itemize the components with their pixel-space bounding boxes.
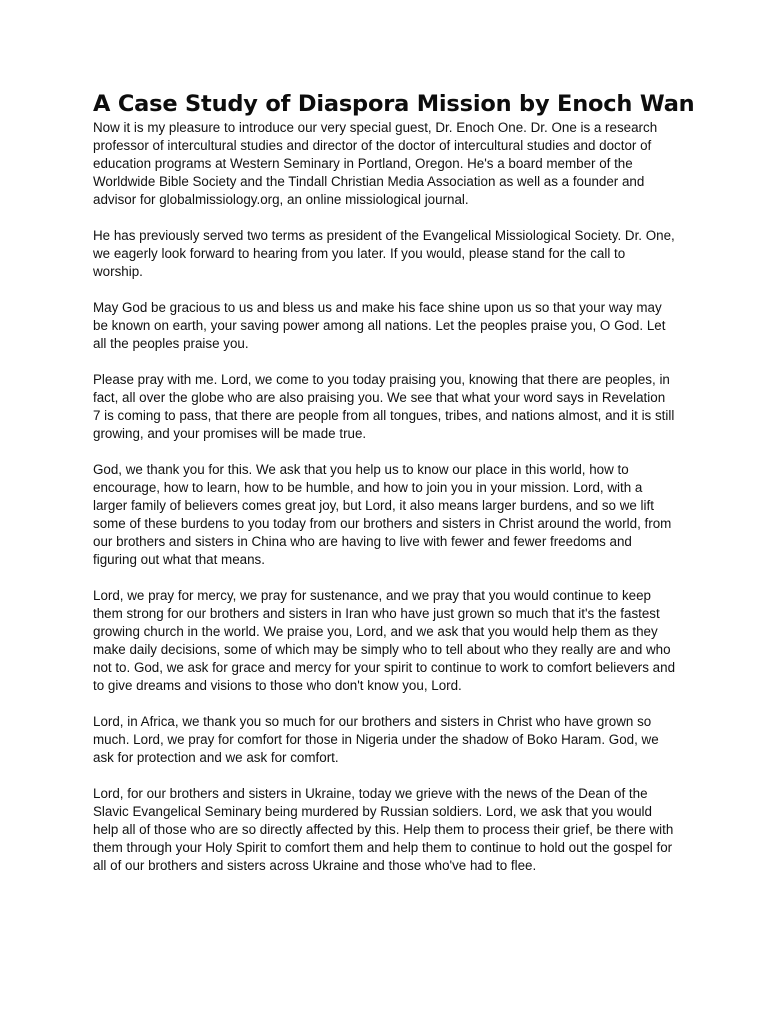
paragraph-prayer-iran: Lord, we pray for mercy, we pray for sustenance, and we pray that you would continue to keep them strong for our brothers and sisters in Iran who have just grown so much that it's the fastest growing church in the world. We praise you, Lord, and we ask that you would help them as they make daily decisions, some of which may be simply who to tell about who they really are and who not to. God, we ask for grace and mercy for your spirit to continue to work to comfort believers and to give dreams and visions to those who don't know you, Lord. [93, 588, 676, 693]
document-title: A Case Study of Diaspora Mission by Enoch Wan [93, 91, 695, 117]
paragraph-prayer-africa: Lord, in Africa, we thank you so much for our brothers and sisters in Christ who have grown so much. Lord, we pray for comfort for those in Nigeria under the shadow of Boko Haram. God, we ask for protection and we ask for comfort. [93, 714, 659, 765]
paragraph-prayer-opening: Please pray with me. Lord, we come to you today praising you, knowing that there are peoples, in fact, all over the globe who are also praising you. We see that what your word says in Revelation 7 is coming to pass, that there are people from all tongues, tribes, and nations almost, and it is still growing, and your promises will be made true. [93, 372, 675, 441]
paragraph-prayer-ukraine: Lord, for our brothers and sisters in Ukraine, today we grieve with the news of the Dean of the Slavic Evangelical Seminary being murdered by Russian soldiers. Lord, we ask that you would help all of those who are so directly affected by this. Help them to process their grief, be there with them through your Holy Spirit to comfort them and help them to continue to hold out the gospel for all of our brothers and sisters across Ukraine and those who've had to flee. [93, 786, 674, 873]
paragraph-call-to-worship: May God be gracious to us and bless us and make his face shine upon us so that your way may be known on earth, your saving power among all nations. Let the peoples praise you, O God. Let all the peoples praise you. [93, 300, 666, 351]
paragraph-previous-service: He has previously served two terms as president of the Evangelical Missiological Society. Dr. One, we eagerly look forward to hearing from you later. If you would, please stand for the call to worship. [93, 228, 675, 279]
paragraph-prayer-thanks: God, we thank you for this. We ask that you help us to know our place in this world, how to encourage, how to learn, how to be humble, and how to join you in your mission. Lord, with a larger family of believers comes great joy, but Lord, it also means larger burdens, and so we lift some of these burdens to you today from our brothers and sisters in Christ around the world, from our brothers and sisters in China who are having to live with fewer and fewer freedoms and figuring out what that means. [93, 462, 672, 567]
paragraph-introduction: Now it is my pleasure to introduce our very special guest, Dr. Enoch One. Dr. One is a research professor of intercultural studies and director of the doctor of intercultural studies and doctor of education programs at Western Seminary in Portland, Oregon. He's a board member of the Worldwide Bible Society and the Tindall Christian Media Association as well as a founder and advisor for globalmissiology.org, an online missiological journal. [93, 120, 658, 207]
